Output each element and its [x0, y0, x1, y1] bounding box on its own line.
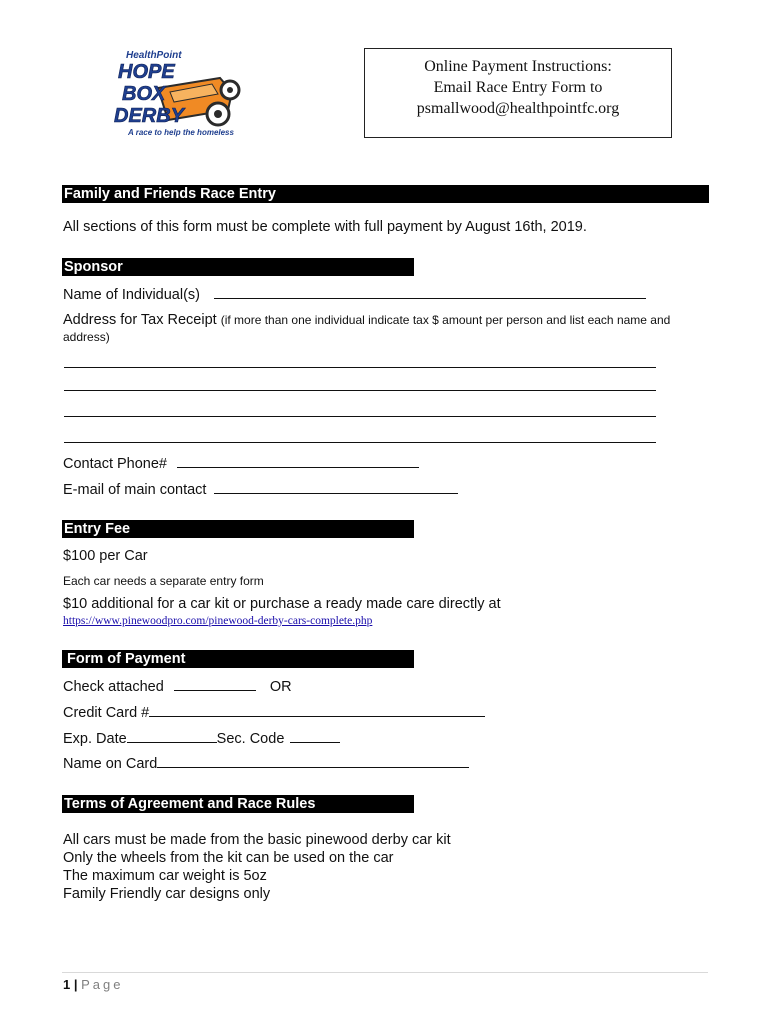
name-on-card-label: Name on Card	[63, 756, 158, 772]
address-line-1[interactable]	[64, 367, 656, 368]
email-field[interactable]	[214, 480, 458, 494]
sec-code-field[interactable]	[290, 729, 340, 743]
card-label: Credit Card #	[63, 705, 150, 721]
card-row	[63, 703, 485, 722]
form-intro: All sections of this form must be complete with full payment by August 16th, 2019.	[63, 219, 587, 235]
rule-item: Only the wheels from the kit can be used on the car	[63, 850, 394, 866]
address-note: (if more than one individual indicate tax $ amount per person and list each name and	[220, 313, 671, 327]
rule-item: All cars must be made from the basic pinewood derby car kit	[63, 832, 451, 848]
page-footer	[63, 977, 124, 992]
address-note-cont: address)	[63, 330, 110, 344]
entry-fee-note: Each car needs a separate entry form	[63, 574, 264, 588]
page-separator: |	[73, 977, 78, 992]
entry-fee-heading: Entry Fee	[62, 520, 414, 538]
email-label: E-mail of main contact	[63, 482, 207, 498]
page-number: 1	[63, 977, 71, 992]
logo-brand: HealthPoint	[126, 50, 182, 61]
address-line-2[interactable]	[64, 390, 656, 391]
payment-heading: Form of Payment	[62, 650, 414, 668]
address-label-row	[63, 311, 670, 329]
notice-line-1: Online Payment Instructions:	[424, 58, 612, 75]
name-on-card-field[interactable]	[157, 754, 469, 768]
or-label: OR	[269, 679, 292, 695]
phone-label: Contact Phone#	[63, 456, 167, 472]
logo-graphic	[108, 48, 248, 140]
exp-label: Exp. Date	[63, 731, 127, 747]
address-line-3[interactable]	[64, 416, 656, 417]
sec-label: Sec. Code	[216, 731, 285, 747]
notice-line-2: Email Race Entry Form to	[433, 79, 603, 96]
car-kit-text: $10 additional for a car kit or purchase a ready made care directly at	[63, 596, 501, 612]
check-label: Check attached	[63, 679, 164, 695]
form-title-bar: Family and Friends Race Entry	[62, 185, 709, 203]
logo-word-1: HOPE	[118, 61, 175, 83]
logo-word-3: DERBY	[114, 105, 185, 127]
address-line-4[interactable]	[64, 442, 656, 443]
hope-box-derby-logo	[108, 48, 248, 140]
notice-email: psmallwood@healthpointfc.org	[416, 100, 620, 117]
footer-divider	[62, 972, 708, 973]
phone-field[interactable]	[177, 454, 419, 468]
address-label: Address for Tax Receipt	[63, 312, 217, 328]
entry-fee-price: $100 per Car	[63, 548, 148, 564]
exp-date-field[interactable]	[127, 729, 217, 743]
sponsor-heading: Sponsor	[62, 258, 414, 276]
rule-item: Family Friendly car designs only	[63, 886, 271, 902]
pinewood-link[interactable]: https://www.pinewoodpro.com/pinewood-derby-cars-complete.php	[63, 615, 373, 627]
page-label: Page	[81, 977, 124, 992]
sponsor-name-label: Name of Individual(s)	[63, 287, 200, 303]
logo-tagline: A race to help the homeless	[128, 128, 234, 137]
sponsor-name-row	[63, 285, 646, 304]
check-row	[63, 677, 292, 696]
sponsor-name-field[interactable]	[214, 285, 646, 299]
check-field[interactable]	[174, 677, 256, 691]
online-payment-notice	[364, 48, 672, 138]
exp-row	[63, 729, 340, 748]
email-row	[63, 480, 458, 499]
phone-row	[63, 454, 419, 473]
terms-heading: Terms of Agreement and Race Rules	[62, 795, 414, 813]
card-number-field[interactable]	[149, 703, 485, 717]
logo-word-2: BOX	[122, 83, 166, 105]
name-on-card-row	[63, 754, 469, 773]
rule-item: The maximum car weight is 5oz	[63, 868, 267, 884]
